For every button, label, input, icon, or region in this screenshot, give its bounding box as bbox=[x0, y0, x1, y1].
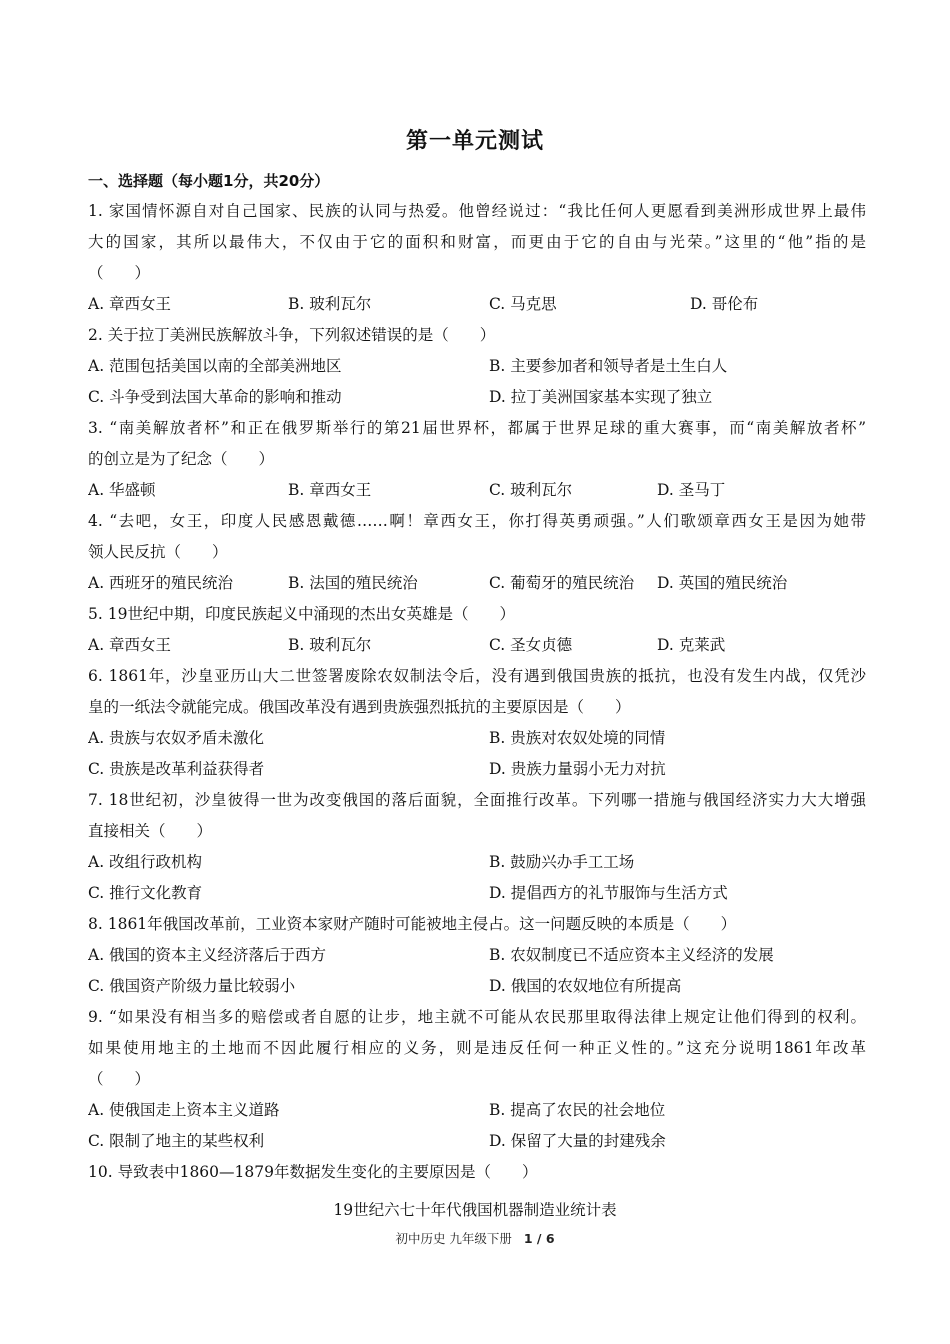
option-b: B. 农奴制度已不适应资本主义经济的发展 bbox=[489, 946, 774, 964]
option-c: C. 圣女贞德 bbox=[489, 636, 573, 654]
page-number: 1 / 6 bbox=[523, 1231, 555, 1246]
question-text: 3. “南美解放者杯”和正在俄罗斯举行的第21届世界杯，都属于世界足球的重大赛事，而“南美解放者杯” bbox=[88, 419, 866, 437]
option-d: D. 克莱武 bbox=[657, 636, 726, 654]
option-c: C. 俄国资产阶级力量比较弱小 bbox=[88, 977, 296, 995]
options-row bbox=[88, 351, 866, 382]
option-a: A. 华盛顿 bbox=[88, 481, 156, 499]
question-text: 领人民反抗（ ） bbox=[88, 543, 228, 561]
question-list bbox=[88, 196, 866, 1188]
option-c: C. 葡萄牙的殖民统治 bbox=[489, 574, 635, 592]
options-row bbox=[88, 878, 866, 909]
option-a: A. 章西女王 bbox=[88, 636, 172, 654]
options-row bbox=[88, 289, 866, 320]
question-10 bbox=[88, 1157, 866, 1188]
question-text: 的创立是为了纪念（ ） bbox=[88, 450, 275, 468]
option-b: B. 法国的殖民统治 bbox=[288, 574, 418, 592]
question-7 bbox=[88, 785, 866, 909]
options-row bbox=[88, 754, 866, 785]
question-text: 6. 1861年，沙皇亚历山大二世签署废除农奴制法令后，没有遇到俄国贵族的抵抗，也没有发生内战，仅凭沙 bbox=[88, 667, 866, 685]
question-3 bbox=[88, 413, 866, 506]
option-a: A. 范围包括美国以南的全部美洲地区 bbox=[88, 357, 342, 375]
option-c: C. 马克思 bbox=[489, 295, 557, 313]
options-row bbox=[88, 475, 866, 506]
option-c: C. 推行文化教育 bbox=[88, 884, 203, 902]
question-1 bbox=[88, 196, 866, 320]
option-d: D. 哥伦布 bbox=[690, 295, 759, 313]
footer-subject: 初中历史 九年级下册 bbox=[395, 1231, 512, 1246]
question-5 bbox=[88, 599, 866, 661]
question-text: 4. “去吧，女王，印度人民感恩戴德……啊！章西女王，你打得英勇顽强。”人们歌颂章西女王是因为她带 bbox=[88, 512, 866, 530]
option-b: B. 提高了农民的社会地位 bbox=[489, 1101, 666, 1119]
option-a: A. 俄国的资本主义经济落后于西方 bbox=[88, 946, 327, 964]
option-b: B. 玻利瓦尔 bbox=[288, 636, 372, 654]
question-text: 如果使用地主的土地而不因此履行相应的义务，则是违反任何一种正义性的。”这充分说明1861年改革 bbox=[88, 1039, 866, 1057]
answer-blank: （ ） bbox=[88, 264, 151, 282]
section-heading: 一、选择题（每小题1分，共20分） bbox=[88, 172, 330, 190]
option-d: D. 圣马丁 bbox=[657, 481, 726, 499]
question-text: 大的国家，其所以最伟大，不仅由于它的面积和财富，而更由于它的自由与光荣。”这里的“他”指的是 bbox=[88, 233, 866, 251]
question-4 bbox=[88, 506, 866, 599]
question-text: 1. 家国情怀源自对自己国家、民族的认同与热爱。他曾经说过：“我比任何人更愿看到美洲形成世界上最伟 bbox=[88, 202, 866, 220]
option-b: B. 玻利瓦尔 bbox=[288, 295, 372, 313]
options-row bbox=[88, 1095, 866, 1126]
option-b: B. 主要参加者和领导者是土生白人 bbox=[489, 357, 728, 375]
options-row bbox=[88, 723, 866, 754]
question-text: 9. “如果没有相当多的赔偿或者自愿的让步，地主就不可能从农民那里取得法律上规定让他们得到的权利。 bbox=[88, 1008, 866, 1026]
table-caption: 19世纪六七十年代俄国机器制造业统计表 bbox=[333, 1201, 617, 1219]
question-8 bbox=[88, 909, 866, 1002]
question-text: 2. 关于拉丁美洲民族解放斗争，下列叙述错误的是（ ） bbox=[88, 326, 496, 344]
option-c: C. 贵族是改革利益获得者 bbox=[88, 760, 265, 778]
option-d: D. 保留了大量的封建残余 bbox=[489, 1132, 666, 1150]
question-text: 皇的一纸法令就能完成。俄国改革没有遇到贵族强烈抵抗的主要原因是（ ） bbox=[88, 698, 631, 716]
question-text: 8. 1861年俄国改革前，工业资本家财产随时可能被地主侵占。这一问题反映的本质是（ ） bbox=[88, 915, 737, 933]
option-c: C. 限制了地主的某些权利 bbox=[88, 1132, 265, 1150]
option-a: A. 贵族与农奴矛盾未激化 bbox=[88, 729, 265, 747]
options-row bbox=[88, 630, 866, 661]
page-footer bbox=[0, 1229, 950, 1247]
option-b: B. 贵族对农奴处境的同情 bbox=[489, 729, 666, 747]
options-row bbox=[88, 382, 866, 413]
option-c: C. 玻利瓦尔 bbox=[489, 481, 573, 499]
option-a: A. 章西女王 bbox=[88, 295, 172, 313]
option-a: A. 使俄国走上资本主义道路 bbox=[88, 1101, 280, 1119]
question-text: 10. 导致表中1860—1879年数据发生变化的主要原因是（ ） bbox=[88, 1163, 538, 1181]
options-row bbox=[88, 940, 866, 971]
options-row bbox=[88, 847, 866, 878]
option-a: A. 西班牙的殖民统治 bbox=[88, 574, 234, 592]
question-6 bbox=[88, 661, 866, 785]
option-b: B. 鼓励兴办手工工场 bbox=[489, 853, 635, 871]
question-2 bbox=[88, 320, 866, 413]
option-b: B. 章西女王 bbox=[288, 481, 372, 499]
options-row bbox=[88, 971, 866, 1002]
question-text: 7. 18世纪初，沙皇彼得一世为改变俄国的落后面貌，全面推行改革。下列哪一措施与俄国经济实力大大增强 bbox=[88, 791, 866, 809]
options-row bbox=[88, 568, 866, 599]
option-d: D. 拉丁美洲国家基本实现了独立 bbox=[489, 388, 713, 406]
page-title: 第一单元测试 bbox=[405, 129, 544, 154]
option-d: D. 英国的殖民统治 bbox=[657, 574, 788, 592]
option-d: D. 提倡西方的礼节服饰与生活方式 bbox=[489, 884, 728, 902]
answer-blank: （ ） bbox=[88, 1070, 151, 1088]
question-text: 5. 19世纪中期，印度民族起义中涌现的杰出女英雄是（ ） bbox=[88, 605, 515, 623]
option-a: A. 改组行政机构 bbox=[88, 853, 203, 871]
option-d: D. 贵族力量弱小无力对抗 bbox=[489, 760, 666, 778]
question-9 bbox=[88, 1002, 866, 1157]
option-c: C. 斗争受到法国大革命的影响和推动 bbox=[88, 388, 342, 406]
option-d: D. 俄国的农奴地位有所提高 bbox=[489, 977, 682, 995]
options-row bbox=[88, 1126, 866, 1157]
question-text: 直接相关（ ） bbox=[88, 822, 213, 840]
